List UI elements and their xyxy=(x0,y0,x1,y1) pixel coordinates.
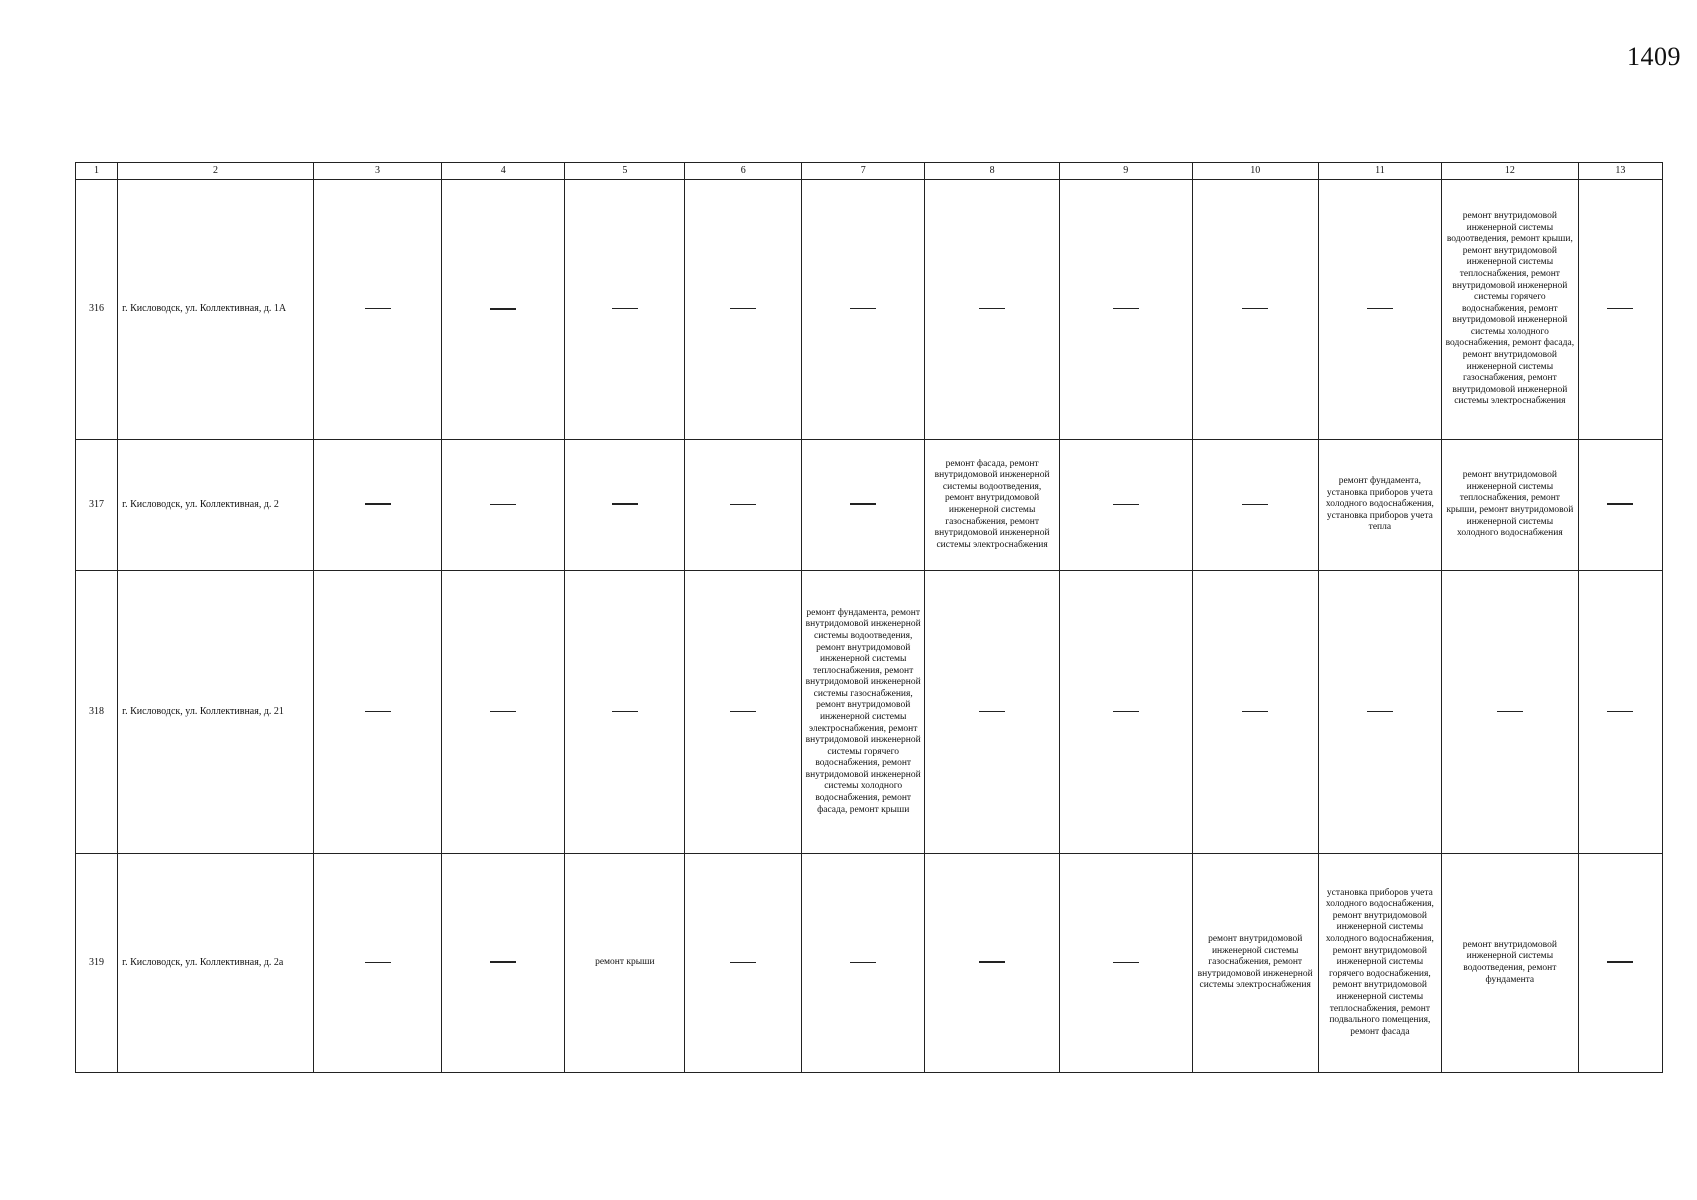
empty-dash xyxy=(612,711,638,712)
empty-dash xyxy=(1367,308,1393,309)
table-cell xyxy=(685,571,802,854)
repair-works-cell: ремонт фасада, ремонт внутридомовой инженерной системы водоотведения, ремонт внутридомовой инженерной системы газоснабжения, ремонт внутридомовой инженерной системы электроснабжения xyxy=(925,440,1060,571)
table-cell xyxy=(1318,180,1441,440)
empty-dash xyxy=(1113,711,1139,712)
repair-works-cell: ремонт внутридомовой инженерной системы теплоснабжения, ремонт крыши, ремонт внутридомовой инженерной системы холодного водоснабжения xyxy=(1441,440,1578,571)
empty-dash xyxy=(850,308,876,309)
address-cell: г. Кисловодск, ул. Коллективная, д. 2 xyxy=(118,440,314,571)
column-number: 7 xyxy=(802,163,925,180)
empty-dash xyxy=(365,711,391,712)
repair-register-table xyxy=(75,162,1663,1073)
empty-dash xyxy=(1607,961,1633,963)
empty-dash xyxy=(850,503,876,505)
empty-dash xyxy=(979,308,1005,309)
table-cell xyxy=(313,854,441,1073)
empty-dash xyxy=(1607,308,1633,309)
empty-dash xyxy=(1113,308,1139,309)
table-cell xyxy=(802,180,925,440)
table-cell xyxy=(802,440,925,571)
empty-dash xyxy=(730,962,756,963)
table-cell xyxy=(313,440,441,571)
empty-dash xyxy=(1607,503,1633,505)
empty-dash xyxy=(1607,711,1633,712)
table-cell xyxy=(313,180,441,440)
empty-dash xyxy=(1497,711,1523,712)
address-cell: г. Кисловодск, ул. Коллективная, д. 21 xyxy=(118,571,314,854)
column-number: 13 xyxy=(1578,163,1662,180)
table-cell xyxy=(685,180,802,440)
table-cell xyxy=(925,571,1060,854)
page-number: 1409 xyxy=(1627,42,1681,71)
table-row xyxy=(76,854,1663,1073)
repair-works-cell: ремонт фундамента, ремонт внутридомовой инженерной системы водоотведения, ремонт внутридомовой инженерной системы теплоснабжения, ремонт внутридомовой инженерной системы газоснабжения, ремонт внутридомовой инженерной системы электроснабжения, ремонт внутридомовой инженерной системы горячего водоснабжения, ремонт внутридомовой инженерной системы холодного водоснабжения, ремонт фасада, ремонт крыши xyxy=(802,571,925,854)
table-cell xyxy=(1059,571,1192,854)
empty-dash xyxy=(490,504,516,505)
empty-dash xyxy=(490,961,516,963)
table-cell xyxy=(1192,571,1318,854)
column-number: 8 xyxy=(925,163,1060,180)
empty-dash xyxy=(850,962,876,963)
table-cell xyxy=(1318,571,1441,854)
repair-works-cell: ремонт внутридомовой инженерной системы водоотведения, ремонт фундамента xyxy=(1441,854,1578,1073)
table-cell xyxy=(925,854,1060,1073)
table-cell xyxy=(1059,180,1192,440)
empty-dash xyxy=(490,308,516,310)
empty-dash xyxy=(365,503,391,505)
column-number: 5 xyxy=(565,163,685,180)
address-cell: г. Кисловодск, ул. Коллективная, д. 2а xyxy=(118,854,314,1073)
row-number: 316 xyxy=(76,180,118,440)
row-number: 318 xyxy=(76,571,118,854)
table-row xyxy=(76,571,1663,854)
table-cell xyxy=(1441,571,1578,854)
column-number: 9 xyxy=(1059,163,1192,180)
empty-dash xyxy=(979,961,1005,963)
table-cell xyxy=(565,180,685,440)
empty-dash xyxy=(612,308,638,309)
table-cell xyxy=(442,180,565,440)
repair-works-cell: ремонт внутридомовой инженерной системы газоснабжения, ремонт внутридомовой инженерной системы электроснабжения xyxy=(1192,854,1318,1073)
empty-dash xyxy=(1242,504,1268,505)
column-number-row xyxy=(76,163,1663,180)
empty-dash xyxy=(730,711,756,712)
table-cell xyxy=(442,440,565,571)
column-number: 11 xyxy=(1318,163,1441,180)
empty-dash xyxy=(1113,504,1139,505)
table-cell xyxy=(1578,180,1662,440)
table-cell xyxy=(1059,440,1192,571)
table-cell xyxy=(442,571,565,854)
repair-works-cell: ремонт крыши xyxy=(565,854,685,1073)
table-cell xyxy=(442,854,565,1073)
table-cell xyxy=(925,180,1060,440)
row-number: 317 xyxy=(76,440,118,571)
column-number: 12 xyxy=(1441,163,1578,180)
table-cell xyxy=(685,854,802,1073)
table-cell xyxy=(1578,440,1662,571)
address-cell: г. Кисловодск, ул. Коллективная, д. 1А xyxy=(118,180,314,440)
empty-dash xyxy=(730,504,756,505)
table-row xyxy=(76,440,1663,571)
column-number: 4 xyxy=(442,163,565,180)
repair-works-cell: ремонт фундамента, установка приборов учета холодного водоснабжения, установка приборов учета тепла xyxy=(1318,440,1441,571)
column-number: 2 xyxy=(118,163,314,180)
table-cell xyxy=(313,571,441,854)
table-cell xyxy=(565,440,685,571)
table-cell xyxy=(565,571,685,854)
table-cell xyxy=(1059,854,1192,1073)
table-cell xyxy=(802,854,925,1073)
repair-works-cell: ремонт внутридомовой инженерной системы водоотведения, ремонт крыши, ремонт внутридомовой инженерной системы теплоснабжения, ремонт внутридомовой инженерной системы горячего водоснабжения, ремонт внутридомовой инженерной системы холодного водоснабжения, ремонт фасада, ремонт внутридомовой инженерной системы газоснабжения, ремонт внутридомовой инженерной системы электроснабжения xyxy=(1441,180,1578,440)
empty-dash xyxy=(979,711,1005,712)
empty-dash xyxy=(730,308,756,309)
repair-works-cell: установка приборов учета холодного водоснабжения, ремонт внутридомовой инженерной системы холодного водоснабжения, ремонт внутридомовой инженерной системы горячего водоснабжения, ремонт внутридомовой инженерной системы теплоснабжения, ремонт подвального помещения, ремонт фасада xyxy=(1318,854,1441,1073)
empty-dash xyxy=(365,308,391,309)
table-cell xyxy=(1578,854,1662,1073)
column-number: 1 xyxy=(76,163,118,180)
empty-dash xyxy=(1113,962,1139,963)
empty-dash xyxy=(490,711,516,712)
table-row xyxy=(76,180,1663,440)
empty-dash xyxy=(365,962,391,963)
table-cell xyxy=(1192,440,1318,571)
empty-dash xyxy=(612,503,638,505)
table-cell xyxy=(1578,571,1662,854)
empty-dash xyxy=(1367,711,1393,712)
row-number: 319 xyxy=(76,854,118,1073)
column-number: 3 xyxy=(313,163,441,180)
column-number: 10 xyxy=(1192,163,1318,180)
table-cell xyxy=(685,440,802,571)
table-cell xyxy=(1192,180,1318,440)
column-number: 6 xyxy=(685,163,802,180)
empty-dash xyxy=(1242,308,1268,309)
empty-dash xyxy=(1242,711,1268,712)
